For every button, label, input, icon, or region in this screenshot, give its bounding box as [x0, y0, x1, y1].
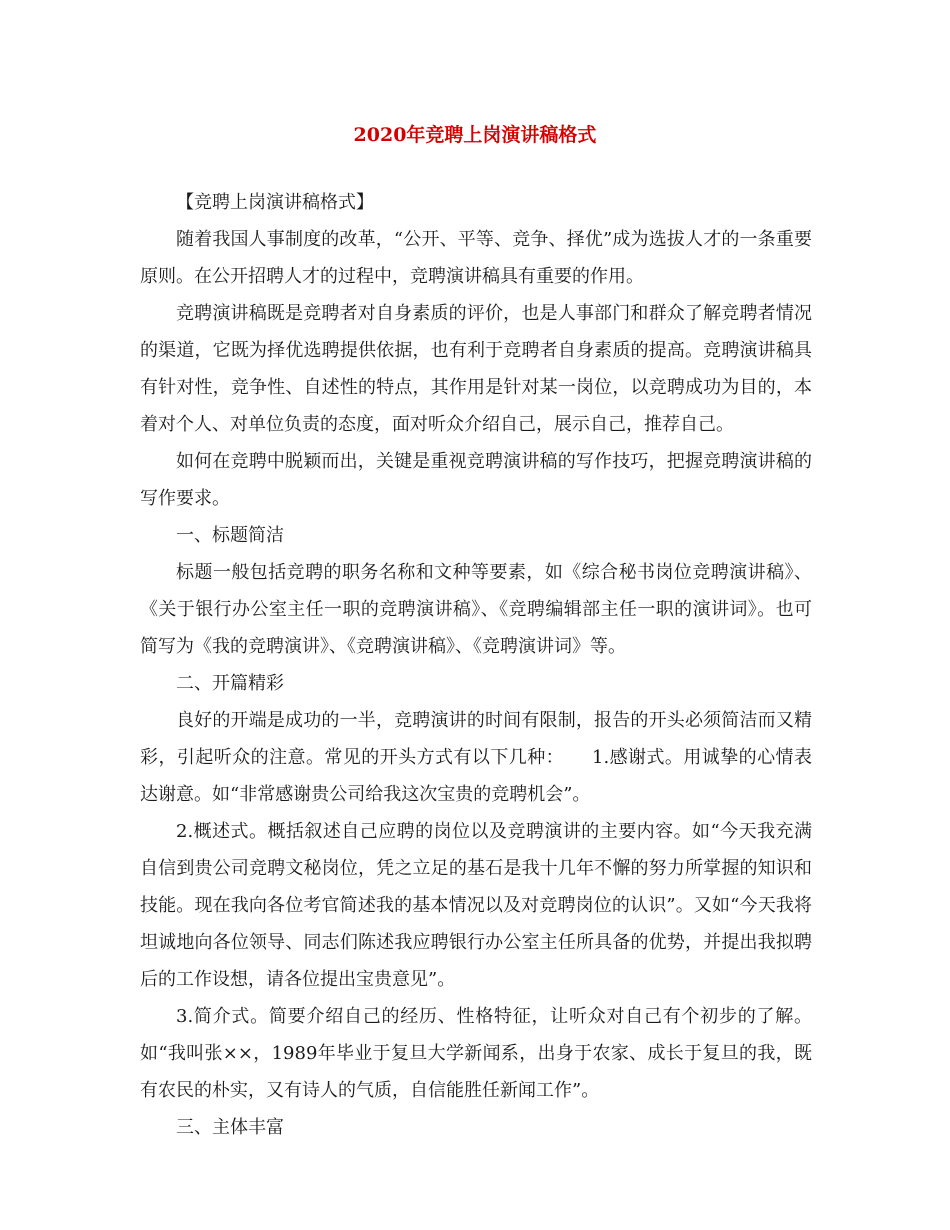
paragraph-title-examples: 标题一般包括竞聘的职务名称和文种等要素，如《综合秘书岗位竞聘演讲稿》、《关于银行办公室主任一职的竞聘演讲稿》、《竞聘编辑部主任一职的演讲词》。也可简写为《我的竞聘演讲》、《竞聘演讲稿》、《竞聘演讲词》等。	[140, 562, 812, 657]
paragraph-opening-thanks: 良好的开端是成功的一半，竞聘演讲的时间有限制，报告的开头必须简洁而又精彩，引起听众的注意。常见的开头方式有以下几种： 1.感谢式。用诚挚的心情表达谢意。如“非常感谢贵公司给我这次宝贵的竞聘机会”。	[140, 710, 812, 805]
document-body	[140, 184, 812, 1146]
section-heading-title: 一、标题简洁	[176, 525, 284, 546]
document-title: 2020年竞聘上岗演讲稿格式	[353, 124, 597, 146]
section-heading-body: 三、主体丰富	[176, 1117, 284, 1138]
paragraph-skills: 如何在竞聘中脱颖而出，关键是重视竞聘演讲稿的写作技巧，把握竞聘演讲稿的写作要求。	[140, 451, 812, 509]
paragraph-opening-overview: 2.概述式。概括叙述自己应聘的岗位以及竞聘演讲的主要内容。如“今天我充满自信到贵公司竞聘文秘岗位，凭之立足的基石是我十几年不懈的努力所掌握的知识和技能。现在我向各位考官简述我的基本情况以及对竞聘岗位的认识”。又如“今天我将坦诚地向各位领导、同志们陈述我应聘银行办公室主任所具备的优势，并提出我拟聘后的工作设想，请各位提出宝贵意见”。	[140, 821, 812, 990]
paragraph-heading-bracket: 【竞聘上岗演讲稿格式】	[176, 192, 374, 213]
section-heading-opening: 二、开篇精彩	[176, 673, 284, 694]
paragraph-purpose: 竞聘演讲稿既是竞聘者对自身素质的评价，也是人事部门和群众了解竞聘者情况的渠道，它既为择优选聘提供依据，也有利于竞聘者自身素质的提高。竞聘演讲稿具有针对性，竞争性、自述性的特点，其作用是针对某一岗位，以竞聘成功为目的，本着对个人、对单位负责的态度，面对听众介绍自己，展示自己，推荐自己。	[140, 303, 812, 435]
paragraph-opening-intro: 3.简介式。简要介绍自己的经历、性格特征，让听众对自己有个初步的了解。如“我叫张××，1989年毕业于复旦大学新闻系，出身于农家、成长于复旦的我，既有农民的朴实，又有诗人的气质，自信能胜任新闻工作”。	[140, 1006, 812, 1101]
paragraph-intro: 随着我国人事制度的改革，“公开、平等、竞争、择优”成为选拔人才的一条重要原则。在公开招聘人才的过程中，竞聘演讲稿具有重要的作用。	[140, 229, 812, 287]
